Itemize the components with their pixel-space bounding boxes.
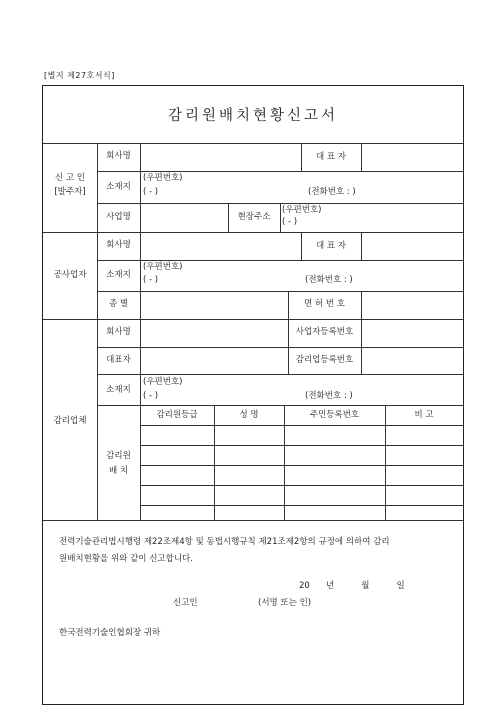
divider bbox=[284, 405, 285, 520]
contractor-section-label: 공사업자 bbox=[53, 270, 87, 280]
divider bbox=[97, 171, 463, 172]
placement-header-grade: 감리원등급 bbox=[156, 410, 198, 420]
placement-header-name: 성 명 bbox=[239, 410, 259, 420]
divider bbox=[97, 374, 463, 375]
signer-label: 신고인 bbox=[173, 598, 198, 608]
reporter-section-label: 신 고 인 bbox=[54, 173, 86, 183]
contractor-postal-code: (우편번호) bbox=[143, 262, 183, 272]
contractor-license-number-label: 면 허 번 호 bbox=[304, 299, 345, 309]
form-reference: [별지 제27호서식] bbox=[44, 71, 115, 80]
contractor-postal-blank: ( - ) bbox=[143, 275, 159, 285]
form-title: 감리원배치현황신고서 bbox=[167, 108, 339, 124]
reporter-phone: (전화번호 : ) bbox=[308, 187, 356, 197]
reporter-site-postal-code: (우편번호) bbox=[282, 205, 322, 215]
reporter-section-sublabel: [발주자] bbox=[54, 187, 86, 197]
reporter-representative-label: 대 표 자 bbox=[315, 152, 347, 162]
reporter-postal-code: (우편번호) bbox=[143, 173, 183, 183]
supervisor-postal-code: (우편번호) bbox=[143, 377, 183, 387]
divider bbox=[140, 485, 463, 486]
supervisor-section-label: 감리업체 bbox=[53, 416, 87, 426]
signature-note: (서명 또는 인) bbox=[258, 598, 312, 608]
divider bbox=[43, 143, 463, 144]
placement-sublabel: 배 치 bbox=[108, 466, 129, 476]
reporter-address-label: 소재지 bbox=[106, 182, 131, 192]
divider bbox=[140, 505, 463, 506]
divider bbox=[280, 203, 281, 232]
contractor-phone: (전화번호 : ) bbox=[305, 275, 353, 285]
reporter-site-address-label: 현장주소 bbox=[237, 212, 271, 222]
divider bbox=[43, 520, 463, 521]
divider bbox=[361, 291, 362, 319]
contractor-company-name-label: 회사명 bbox=[106, 240, 131, 250]
supervisor-address-label: 소재지 bbox=[106, 385, 131, 395]
divider bbox=[361, 143, 362, 171]
divider bbox=[140, 143, 141, 520]
supervisor-supervision-reg-label: 감리업등록번호 bbox=[295, 355, 354, 365]
addressee: 한국전력기술인협회장 귀하 bbox=[59, 628, 161, 638]
declaration-text bbox=[59, 534, 451, 568]
report-form bbox=[42, 85, 464, 705]
divider bbox=[361, 319, 362, 374]
divider bbox=[97, 260, 463, 261]
divider bbox=[361, 232, 362, 260]
contractor-type-label: 종 별 bbox=[108, 299, 129, 309]
divider bbox=[214, 405, 215, 520]
reporter-postal-blank: ( - ) bbox=[143, 187, 159, 197]
contractor-representative-label: 대 표 자 bbox=[315, 241, 347, 251]
supervisor-phone: (전화번호 : ) bbox=[305, 391, 353, 401]
reporter-company-name-label: 회사명 bbox=[106, 151, 131, 161]
placement-header-resident-number: 주민등록번호 bbox=[309, 410, 360, 420]
supervisor-representative-label: 대표자 bbox=[106, 355, 131, 365]
divider bbox=[43, 319, 463, 320]
divider bbox=[97, 347, 463, 348]
divider bbox=[97, 405, 463, 406]
divider bbox=[140, 445, 463, 446]
supervisor-company-name-label: 회사명 bbox=[106, 327, 131, 337]
contractor-address-label: 소재지 bbox=[106, 270, 131, 280]
supervisor-postal-blank: ( - ) bbox=[143, 391, 159, 401]
reporter-project-name-label: 사업명 bbox=[106, 212, 131, 222]
divider bbox=[140, 425, 463, 426]
placement-header-remarks: 비 고 bbox=[414, 410, 434, 420]
declaration-line: 전력기술관리법시행령 제22조제4항 및 동법시행규칙 제21조제2항의 규정에 의하여 감리 bbox=[59, 537, 390, 547]
reporter-site-postal-blank: ( - ) bbox=[282, 217, 298, 227]
placement-label: 감리원 bbox=[106, 451, 131, 461]
divider bbox=[43, 232, 463, 233]
supervisor-business-reg-label: 사업자등록번호 bbox=[295, 327, 354, 337]
declaration-date: 20 년 월 일 bbox=[299, 581, 405, 591]
divider bbox=[140, 465, 463, 466]
declaration-line: 원배치현황을 위와 같이 신고합니다. bbox=[59, 554, 193, 564]
divider bbox=[385, 405, 386, 520]
divider bbox=[97, 291, 463, 292]
